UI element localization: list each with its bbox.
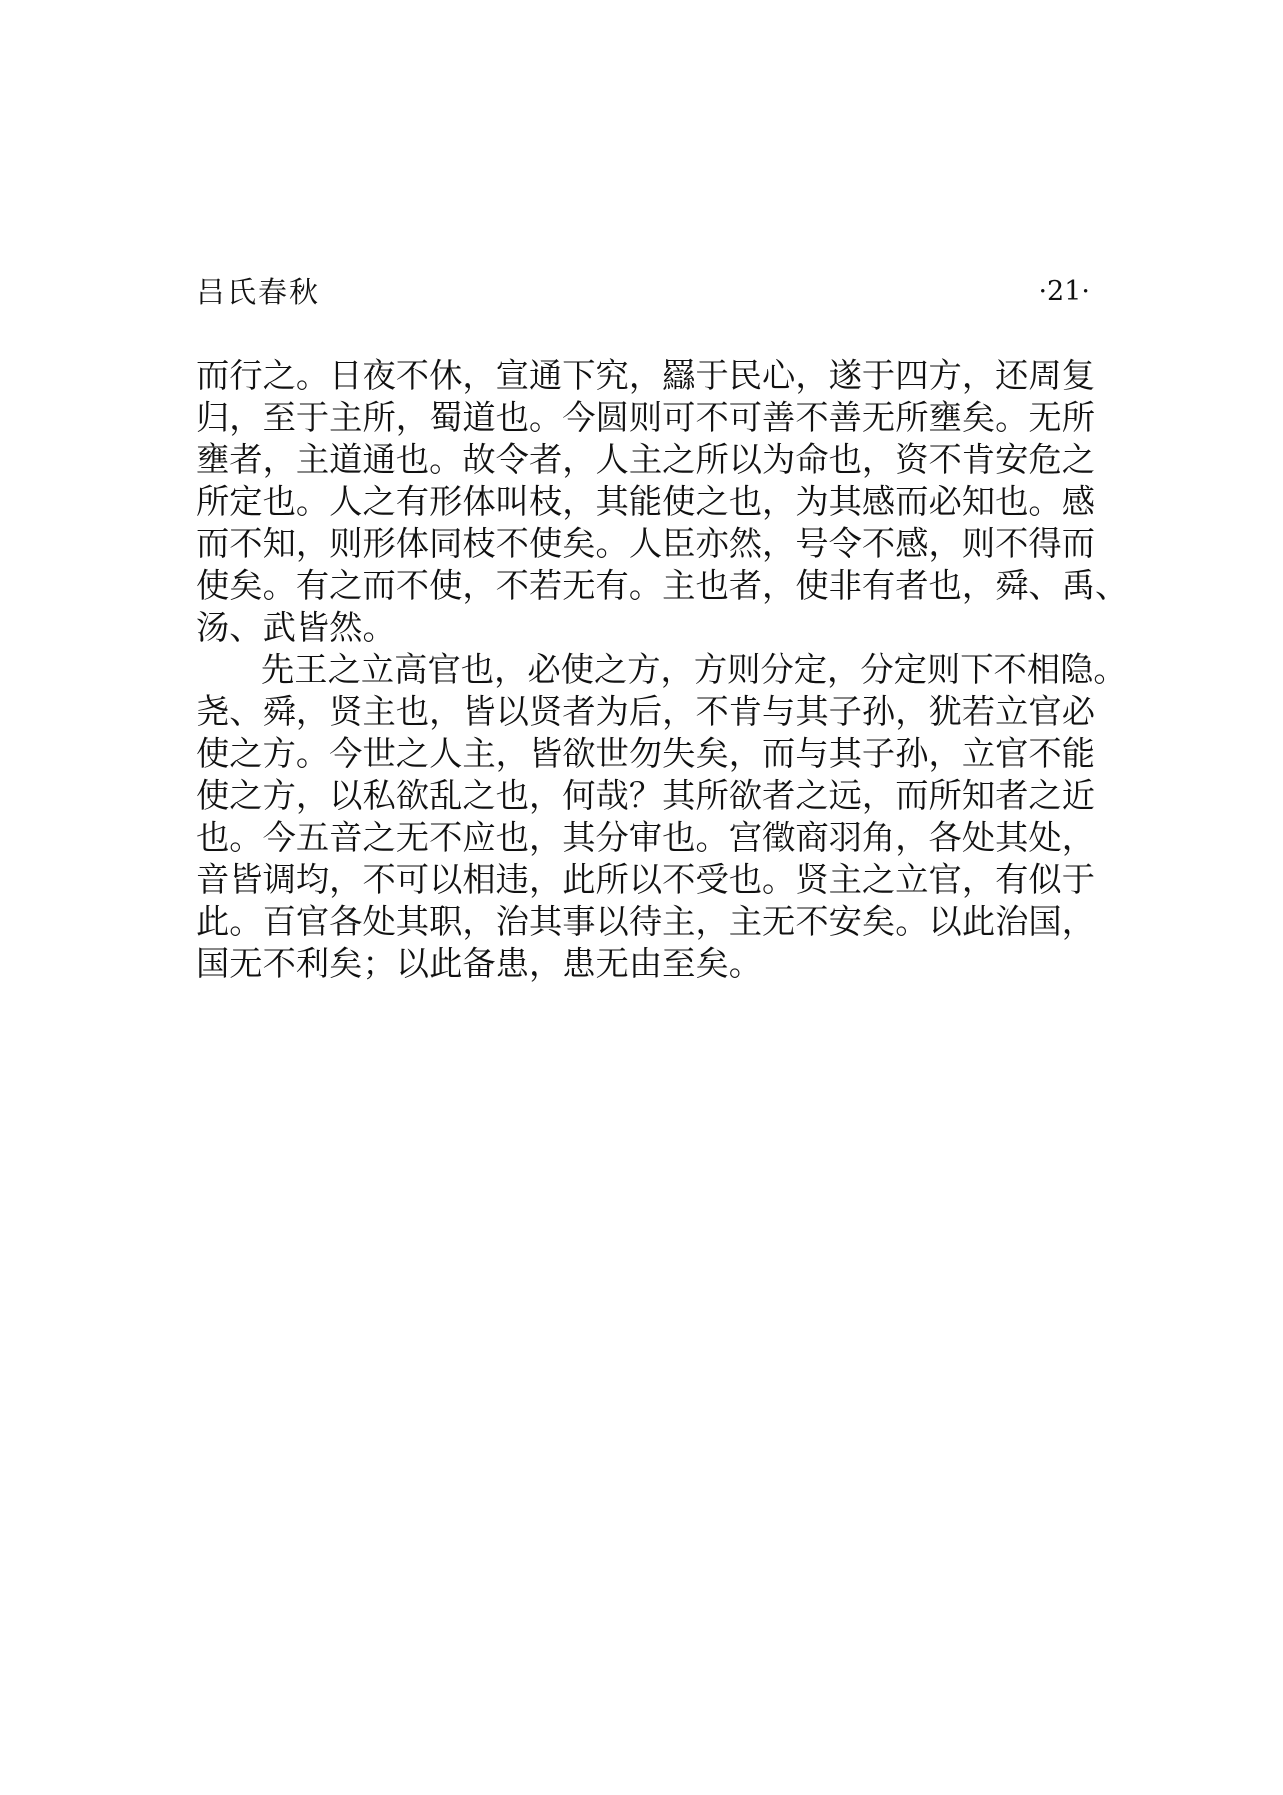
text-line: 尧、舜，贤主也，皆以贤者为后，不肯与其子孙，犹若立官必 bbox=[196, 692, 1096, 731]
paragraph-1 bbox=[196, 355, 1129, 649]
text-line: 壅者，主道通也。故令者，人主之所以为命也，资不肯安危之 bbox=[196, 440, 1096, 479]
book-title: 吕氏春秋 bbox=[196, 275, 321, 309]
text-line: 国无不利矣；以此备患，患无由至矣。 bbox=[196, 944, 763, 983]
text-line: 也。今五音之无不应也，其分审也。宫徵商羽角，各处其处， bbox=[196, 818, 1096, 857]
text-line: 先王之立高官也，必使之方，方则分定，分定则下不相隐。 bbox=[261, 650, 1127, 689]
paragraph-2 bbox=[196, 649, 1127, 985]
running-header bbox=[196, 272, 1090, 312]
text-line: 归，至于主所，蜀道也。今圆则可不可善不善无所壅矣。无所 bbox=[196, 398, 1096, 437]
text-line: 音皆调均，不可以相违，此所以不受也。贤主之立官，有似于 bbox=[196, 860, 1096, 899]
text-line: 此。百官各处其职，治其事以待主，主无不安矣。以此治国， bbox=[196, 902, 1096, 941]
body-text bbox=[196, 355, 1129, 985]
text-line: 汤、武皆然。 bbox=[196, 608, 396, 647]
text-line: 而不知，则形体同枝不使矣。人臣亦然，号令不感，则不得而 bbox=[196, 524, 1096, 563]
text-line: 所定也。人之有形体叫枝，其能使之也，为其感而必知也。感 bbox=[196, 482, 1096, 521]
page-number: ·21· bbox=[1038, 276, 1090, 307]
text-line: 使之方。今世之人主，皆欲世勿失矣，而与其子孙，立官不能 bbox=[196, 734, 1096, 773]
text-line: 而行之。日夜不休，宣通下究，羉于民心，遂于四方，还周复 bbox=[196, 356, 1096, 395]
text-line: 使矣。有之而不使，不若无有。主也者，使非有者也，舜、禹、 bbox=[196, 566, 1129, 605]
text-line: 使之方，以私欲乱之也，何哉？其所欲者之远，而所知者之近 bbox=[196, 776, 1096, 815]
